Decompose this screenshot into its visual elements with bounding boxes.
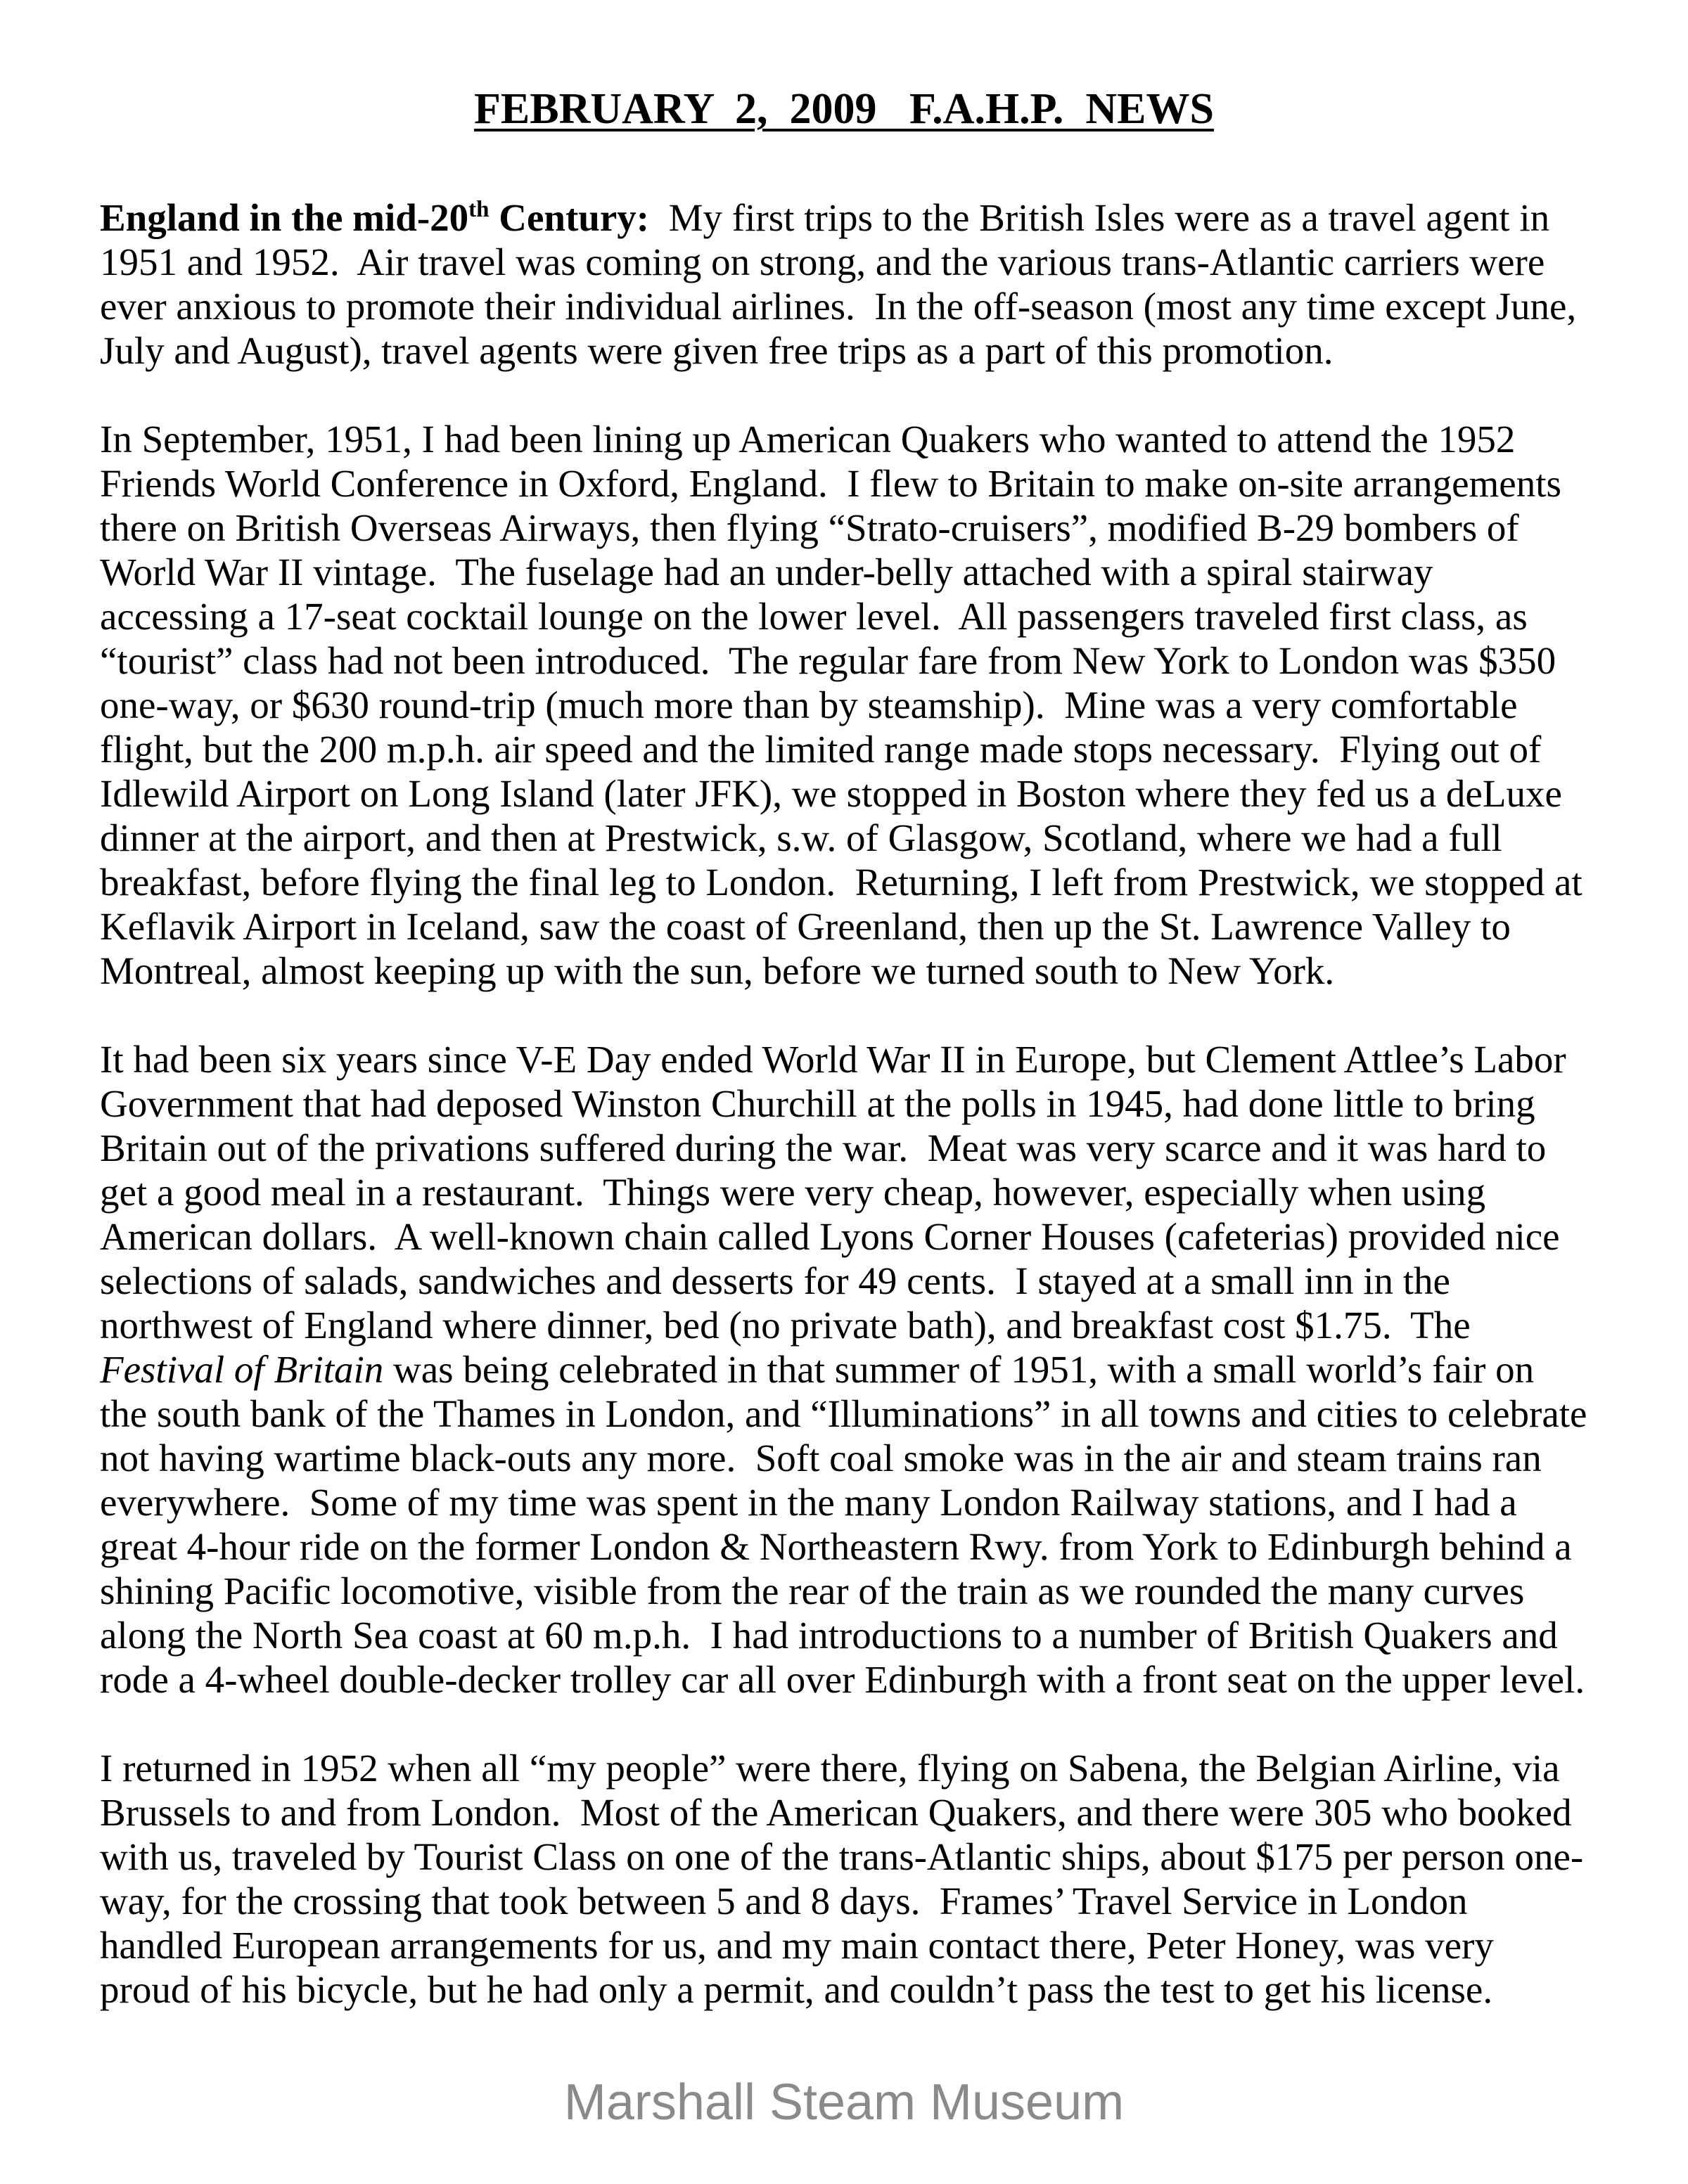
superscript-text: th [468, 197, 490, 222]
text-segment: My first trips to the British Isles were as a travel agent in [649, 196, 1550, 239]
text-segment: the south bank of the Thames in London, and “Illuminations” in all towns and cities to celebrate [100, 1392, 1587, 1435]
text-line [100, 328, 1612, 373]
text-segment: World War II vintage. The fuselage had an under-belly attached with a spiral stairway [100, 551, 1433, 593]
text-segment: “tourist” class had not been introduced. The regular fare from New York to London was $350 [100, 639, 1556, 682]
text-line [100, 1436, 1612, 1480]
bold-heading-text: Century: [489, 196, 650, 239]
text-line [100, 1657, 1612, 1702]
text-segment: Friends World Conference in Oxford, England. I flew to Britain to make on-site arrangements [100, 462, 1561, 505]
text-segment: way, for the crossing that took between 5 and 8 days. Frames’ Travel Service in London [100, 1880, 1468, 1922]
text-segment: not having wartime black-outs any more. Soft coal smoke was in the air and steam trains ran [100, 1437, 1542, 1479]
text-segment: In September, 1951, I had been lining up American Quakers who wanted to attend the 1952 [100, 418, 1516, 461]
text-line [100, 1569, 1612, 1613]
text-line [100, 1790, 1612, 1835]
text-line [100, 1746, 1612, 1790]
text-line [100, 1967, 1612, 2012]
text-segment: July and August), travel agents were given free trips as a part of this promotion. [100, 329, 1334, 372]
text-line [100, 1524, 1612, 1569]
text-segment: American dollars. A well-known chain called Lyons Corner Houses (cafeterias) provided nice [100, 1215, 1560, 1258]
text-line [100, 1081, 1612, 1126]
text-line [100, 816, 1612, 860]
text-line [100, 417, 1612, 461]
text-line [100, 683, 1612, 727]
text-segment: dinner at the airport, and then at Prestwick, s.w. of Glasgow, Scotland, where we had a full [100, 816, 1502, 859]
paragraph [100, 1037, 1612, 1702]
text-segment: accessing a 17-seat cocktail lounge on the lower level. All passengers traveled first class, as [100, 595, 1528, 638]
paragraph [100, 1746, 1612, 2012]
page-title-text: FEBRUARY 2, 2009 F.A.H.P. NEWS [474, 85, 1214, 133]
text-segment: everywhere. Some of my time was spent in the many London Railway stations, and I had a [100, 1481, 1517, 1524]
text-line [100, 1480, 1612, 1524]
text-segment: Keflavik Airport in Iceland, saw the coast of Greenland, then up the St. Lawrence Valley to [100, 905, 1511, 948]
text-line [100, 1347, 1612, 1392]
text-segment: one-way, or $630 round-trip (much more than by steamship). Mine was a very comfortable [100, 683, 1518, 726]
text-segment: shining Pacific locomotive, visible from the rear of the train as we rounded the many curves [100, 1569, 1525, 1612]
text-segment: with us, traveled by Tourist Class on one of the trans-Atlantic ships, about $175 per person one- [100, 1835, 1584, 1878]
text-line [100, 638, 1612, 683]
text-line [100, 904, 1612, 949]
text-line [100, 1126, 1612, 1170]
text-segment: flight, but the 200 m.p.h. air speed and the limited range made stops necessary. Flying out of [100, 728, 1542, 771]
text-line [100, 1835, 1612, 1879]
text-segment: 1951 and 1952. Air travel was coming on strong, and the various trans-Atlantic carriers were [100, 240, 1545, 283]
text-segment: northwest of England where dinner, bed (no private bath), and breakfast cost $1.75. The [100, 1304, 1471, 1347]
italic-text: Festival of Britain [100, 1348, 384, 1391]
text-segment: was being celebrated in that summer of 1951, with a small world’s fair on [383, 1348, 1535, 1391]
text-segment: Idlewild Airport on Long Island (later JFK), we stopped in Boston where they fed us a deLuxe [100, 772, 1562, 815]
text-segment: rode a 4-wheel double-decker trolley car all over Edinburgh with a front seat on the upper level. [100, 1658, 1585, 1701]
text-line [100, 240, 1612, 284]
text-line [100, 506, 1612, 550]
text-segment: get a good meal in a restaurant. Things were very cheap, however, especially when using [100, 1171, 1485, 1214]
text-segment: handled European arrangements for us, and my main contact there, Peter Honey, was very [100, 1924, 1494, 1967]
article-body [100, 195, 1612, 2056]
text-line [100, 195, 1612, 240]
text-line [100, 550, 1612, 594]
text-segment: along the North Sea coast at 60 m.p.h. I had introductions to a number of British Quakers and [100, 1614, 1558, 1657]
text-line [100, 1170, 1612, 1214]
text-line [100, 1392, 1612, 1436]
bold-heading-text: England in the mid-20 [100, 196, 469, 239]
text-line [100, 1037, 1612, 1081]
text-segment: Brussels to and from London. Most of the American Quakers, and there were 305 who booked [100, 1791, 1572, 1834]
text-segment: It had been six years since V-E Day ended World War II in Europe, but Clement Attlee’s Labor [100, 1038, 1566, 1081]
paragraph [100, 195, 1612, 373]
text-line [100, 727, 1612, 771]
text-line [100, 1923, 1612, 1967]
text-segment: breakfast, before flying the final leg to London. Returning, I left from Prestwick, we stopped at [100, 861, 1582, 904]
text-segment: great 4-hour ride on the former London & Northeastern Rwy. from York to Edinburgh behind a [100, 1525, 1572, 1568]
text-line [100, 1613, 1612, 1657]
page-title [0, 83, 1688, 135]
text-segment: I returned in 1952 when all “my people” were there, flying on Sabena, the Belgian Airline, via [100, 1747, 1560, 1790]
text-segment: selections of salads, sandwiches and desserts for 49 cents. I stayed at a small inn in the [100, 1259, 1450, 1302]
text-line [100, 860, 1612, 904]
text-segment: Montreal, almost keeping up with the sun, before we turned south to New York. [100, 949, 1335, 992]
text-line [100, 1214, 1612, 1259]
text-line [100, 284, 1612, 328]
text-line [100, 1259, 1612, 1303]
text-segment: Britain out of the privations suffered during the war. Meat was very scarce and it was hard to [100, 1126, 1547, 1169]
text-line [100, 949, 1612, 993]
text-line [100, 1879, 1612, 1923]
watermark: Marshall Steam Museum [563, 2074, 1125, 2131]
text-segment: proud of his bicycle, but he had only a permit, and couldn’t pass the test to get his license. [100, 1968, 1493, 2011]
text-line [100, 594, 1612, 638]
text-line [100, 461, 1612, 506]
text-segment: there on British Overseas Airways, then flying “Strato-cruisers”, modified B-29 bombers of [100, 506, 1519, 549]
text-line [100, 1303, 1612, 1347]
text-segment: Government that had deposed Winston Churchill at the polls in 1945, had done little to bring [100, 1082, 1535, 1125]
paragraph [100, 417, 1612, 993]
text-segment: ever anxious to promote their individual airlines. In the off-season (most any time except June, [100, 285, 1577, 328]
text-line [100, 771, 1612, 816]
